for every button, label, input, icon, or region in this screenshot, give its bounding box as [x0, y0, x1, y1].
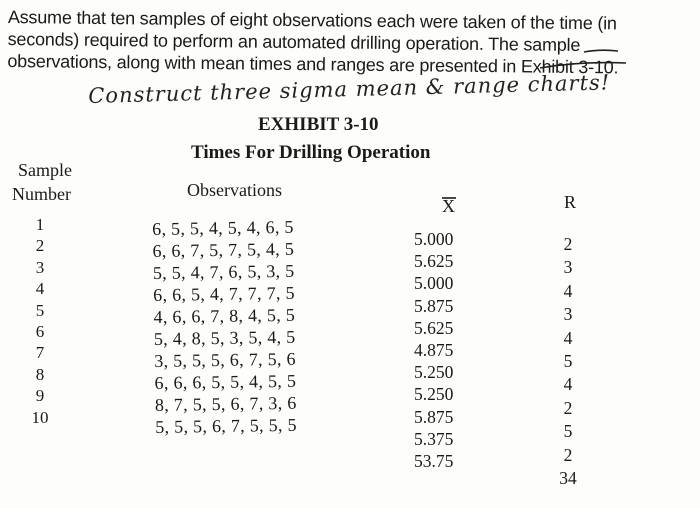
header-observations: Observations [187, 180, 282, 200]
sample-number: 9 [35, 386, 45, 406]
handwritten-note: Construct three sigma mean & range charts! [88, 70, 611, 108]
sample-number: 7 [35, 343, 45, 363]
range-value: 3 [563, 257, 573, 278]
mean-value: 5.000 [414, 273, 454, 294]
observation-row: 5, 5, 5, 6, 7, 5, 5, 5 [155, 414, 298, 437]
observation-row: 8, 7, 5, 5, 6, 7, 3, 6 [154, 392, 297, 415]
sample-number: 4 [35, 279, 45, 299]
observation-row: 5, 4, 8, 5, 3, 5, 4, 5 [153, 326, 296, 349]
header-range: R [564, 192, 577, 212]
mean-value: 5.625 [414, 251, 454, 272]
intro-line-2: seconds) required to perform an automated drilling operation. The sample [7, 28, 581, 55]
mean-value: 5.000 [414, 229, 454, 249]
observation-row: 6, 6, 6, 5, 5, 4, 5, 5 [154, 370, 297, 393]
observation-row: 6, 5, 5, 4, 5, 4, 6, 5 [152, 216, 294, 239]
mean-value: 4.875 [414, 340, 454, 361]
sample-number: 10 [31, 407, 49, 427]
header-mean: X [442, 196, 455, 216]
range-value: 5 [563, 351, 573, 372]
mean-value: 5.875 [414, 295, 454, 316]
range-value: 3 [563, 304, 573, 325]
pen-underline-time [584, 50, 618, 52]
range-value: 2 [563, 444, 573, 465]
observation-row: 6, 6, 7, 5, 7, 5, 4, 5 [152, 238, 295, 261]
range-value: 2 [563, 397, 573, 418]
range-value: 4 [563, 374, 573, 395]
sample-number: 2 [35, 236, 45, 256]
range-value: 5 [563, 421, 573, 442]
header-sample: Sample [18, 160, 72, 180]
mean-value: 5.250 [414, 362, 454, 383]
mean-total: 53.75 [414, 451, 454, 472]
observation-row: 5, 5, 4, 7, 6, 5, 3, 5 [152, 260, 295, 283]
exhibit-title: Times For Drilling Operation [191, 142, 431, 163]
range-value: 2 [563, 234, 573, 254]
mean-value: 5.625 [414, 317, 454, 338]
observation-row: 4, 6, 6, 7, 8, 4, 5, 5 [153, 304, 296, 327]
intro-line-3: observations, along with mean times and ranges are presented in Exhibit 3-10. [7, 50, 619, 78]
mean-value: 5.375 [414, 428, 454, 449]
sample-number: 6 [35, 322, 45, 342]
mean-value: 5.250 [414, 384, 454, 405]
intro-line-1: Assume that ten samples of eight observations each were taken of the time (in [7, 6, 617, 34]
exhibit-label: EXHIBIT 3-10 [258, 114, 379, 135]
sample-number: 3 [35, 257, 45, 277]
sample-number: 8 [35, 364, 45, 384]
range-total: 34 [559, 468, 577, 489]
sample-number: 5 [35, 300, 45, 320]
mean-value: 5.875 [414, 406, 454, 427]
pen-underline-sample [540, 63, 626, 68]
observation-row: 6, 6, 5, 4, 7, 7, 7, 5 [153, 282, 295, 305]
sample-number: 1 [35, 215, 45, 234]
header-number: Number [12, 184, 71, 204]
range-value: 4 [563, 327, 573, 348]
observation-row: 3, 5, 5, 5, 6, 7, 5, 6 [154, 348, 296, 371]
range-value: 4 [563, 280, 573, 301]
